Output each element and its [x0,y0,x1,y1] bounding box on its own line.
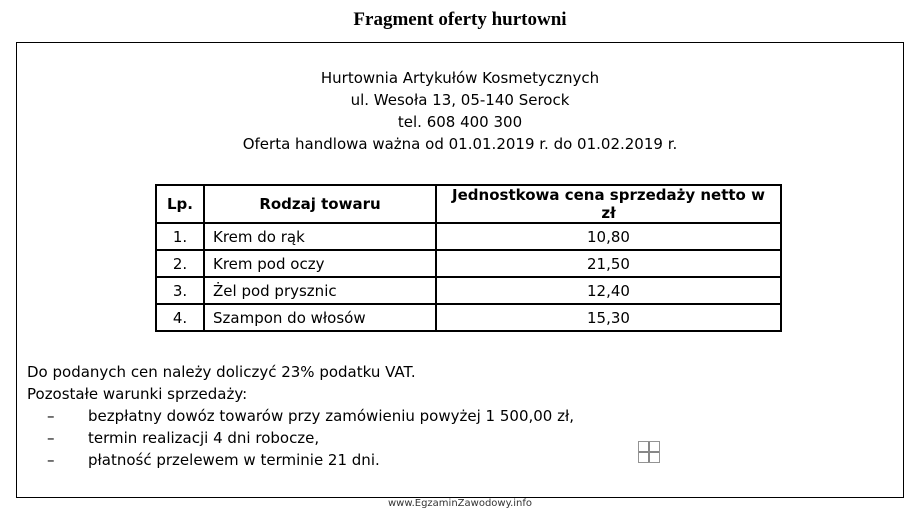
condition-text: termin realizacji 4 dni robocze, [88,429,320,447]
table-row [156,277,781,304]
list-item [27,405,887,427]
row-lp: 4. [156,304,204,331]
row-lp: 2. [156,250,204,277]
vat-note: Do podanych cen należy doliczyć 23% podatku VAT. [27,363,416,381]
list-item [27,449,887,471]
qr-code-icon [638,441,660,463]
header-lp: Lp. [156,185,204,223]
condition-text: płatność przelewem w terminie 21 dni. [88,451,380,469]
offer-validity: Oferta handlowa ważna od 01.01.2019 r. do 01.02.2019 r. [242,135,678,153]
conditions-list [27,405,887,471]
table-row [156,223,781,250]
dash-bullet: – [47,451,55,469]
company-phone: tel. 608 400 300 [397,113,523,131]
row-product: Krem pod oczy [204,250,436,277]
page-title: Fragment oferty hurtowni [353,9,567,30]
dash-bullet: – [47,407,55,425]
list-item [27,427,887,449]
conditions-header: Pozostałe warunki sprzedaży: [27,385,248,403]
row-lp: 1. [156,223,204,250]
row-product: Żel pod prysznic [204,277,436,304]
table-row [156,304,781,331]
row-product: Szampon do włosów [204,304,436,331]
company-header [17,67,903,155]
dash-bullet: – [47,429,55,447]
sale-notes [27,361,887,471]
offer-frame [16,42,904,498]
watermark: www.EgzaminZawodowy.info [387,498,533,509]
row-lp: 3. [156,277,204,304]
row-price: 10,80 [436,223,781,250]
row-product: Krem do rąk [204,223,436,250]
row-price: 21,50 [436,250,781,277]
table-header-row [156,185,781,223]
company-address: ul. Wesoła 13, 05-140 Serock [350,91,570,109]
price-table [155,184,782,332]
header-product-type: Rodzaj towaru [204,185,436,223]
row-price: 15,30 [436,304,781,331]
company-name: Hurtownia Artykułów Kosmetycznych [320,69,600,87]
condition-text: bezpłatny dowóz towarów przy zamówieniu powyżej 1 500,00 zł, [88,407,575,425]
table-row [156,250,781,277]
row-price: 12,40 [436,277,781,304]
header-unit-price: Jednostkowa cena sprzedaży netto w zł [436,185,781,223]
